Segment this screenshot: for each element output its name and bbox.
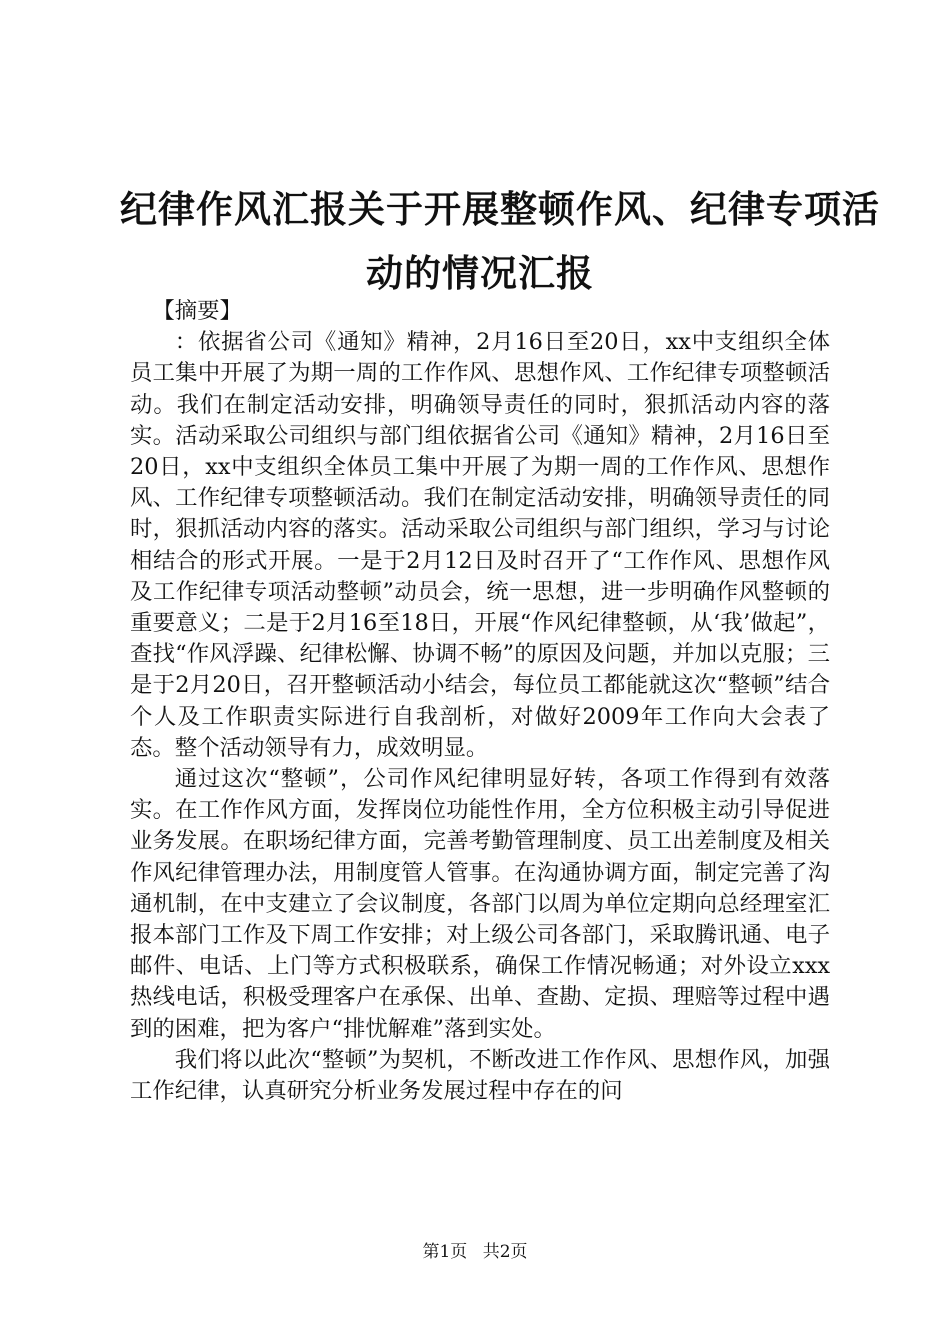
- title-line-1: 纪律作风汇报关于开展整顿作风、纪律专项活: [120, 188, 880, 231]
- body-paragraph: ：依据省公司《通知》精神，2月16日至20日，xx中支组织全体员工集中开展了为期一周的工作作风、思想作风、工作纪律专项整顿活动。我们在制定活动安排，明确领导责任的同时，狠抓活动内容的落实。活动采取公司组织与部门组依据省公司《通知》精神，2月16日至20日，xx中支组织全体员工集中开展了为期一周的工作作风、思想作风、工作纪律专项整顿活动。我们在制定活动安排，明确领导责任的同时，狠抓活动内容的落实。活动采取公司组织与部门组织，学习与讨论相结合的形式开展。一是于2月12日及时召开了“工作作风、思想作风及工作纪律专项活动整顿”动员会，统一思想，进一步明确作风整顿的重要意义；二是于2月16至18日，开展“作风纪律整顿，从‘我’做起”，查找“作风浮躁、纪律松懈、协调不畅”的原因及问题，并加以克服；三是于2月20日，召开整顿活动小结会，每位员工都能就这次“整顿”结合个人及工作职责实际进行自我剖析，对做好2009年工作向大会表了态。整个活动领导有力，成效明显。: [130, 329, 830, 761]
- abstract-label: 【摘要】: [152, 298, 242, 324]
- title-line-2: 动的情况汇报: [366, 252, 594, 295]
- body-paragraph: 我们将以此次“整顿”为契机，不断改进工作作风、思想作风，加强工作纪律，认真研究分析业务发展过程中存在的问: [130, 1046, 830, 1105]
- document-body: [130, 296, 830, 1107]
- document-title: [120, 178, 880, 306]
- body-paragraph: 通过这次“整顿”，公司作风纪律明显好转，各项工作得到有效落实。在工作作风方面，发挥岗位功能性作用，全方位积极主动引导促进业务发展。在职场纪律方面，完善考勤管理制度、员工出差制度及相关作风纪律管理办法，用制度管人管事。在沟通协调方面，制定完善了沟通机制，在中支建立了会议制度，各部门以周为单位定期向总经理室汇报本部门工作及下周工作安排；对上级公司各部门，采取腾讯通、电子邮件、电话、上门等方式积极联系，确保工作情况畅通；对外设立xxx热线电话，积极受理客户在承保、出单、查勘、定损、理赔等过程中遇到的困难，把为客户“排忧解难”落到实处。: [130, 766, 830, 1042]
- page-number: 第1页: [422, 1242, 468, 1262]
- page-footer: [0, 1240, 950, 1264]
- page-total: 共2页: [482, 1242, 528, 1262]
